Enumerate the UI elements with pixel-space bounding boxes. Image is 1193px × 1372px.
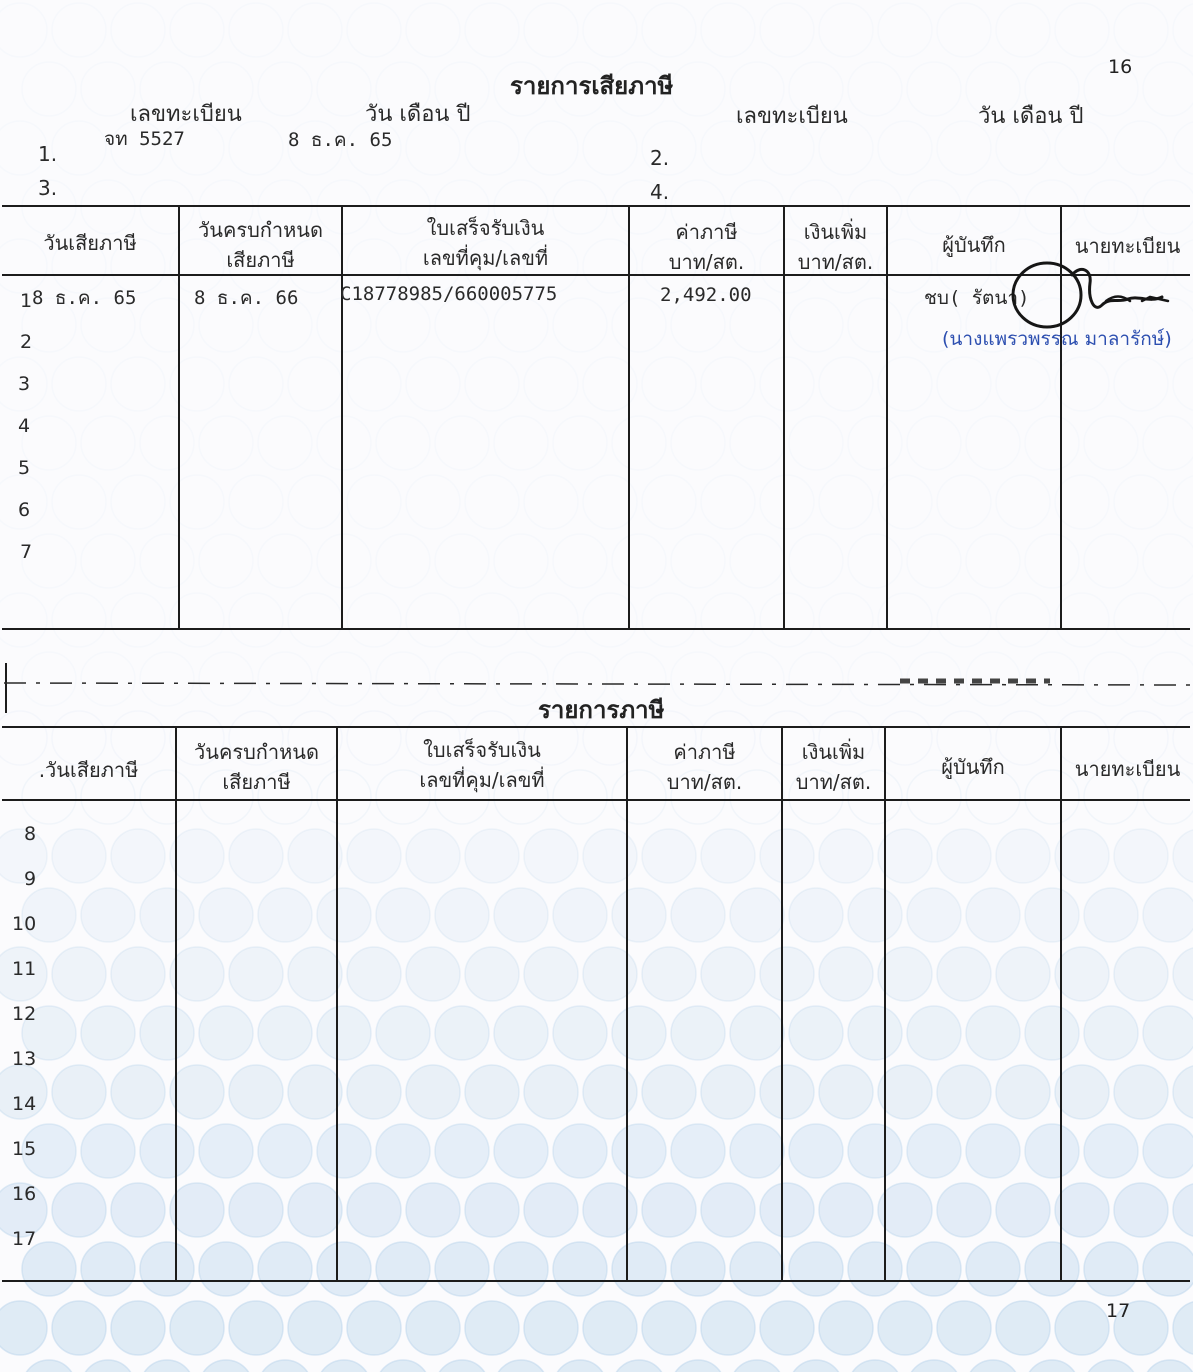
row1-due-date: 8 ธ.ค. 66	[194, 287, 299, 309]
registration-date-value: 8 ธ.ค. 65	[288, 129, 393, 151]
row-number: 3	[18, 373, 31, 395]
row-number: 9	[24, 868, 37, 890]
row1-pay-date: 8 ธ.ค. 65	[32, 287, 137, 309]
registration-number-value: จท 5527	[104, 128, 185, 150]
row-number: 13	[12, 1048, 37, 1070]
t2-header-receipt: ใบเสร็จรับเงิน เลขที่คุม/เลขที่	[419, 738, 545, 792]
page-number-top: 16	[1108, 56, 1133, 78]
row-number: 16	[12, 1183, 37, 1205]
reg-number-label-2: เลขทะเบียน	[736, 104, 848, 129]
row-number: 11	[12, 958, 37, 980]
t2-header-registrar: นายทะเบียน	[1074, 757, 1181, 781]
slot-2-label: 2.	[650, 146, 670, 170]
row-number: 7	[20, 541, 33, 563]
section1-title: รายการเสียภาษี	[510, 72, 674, 100]
t2-header-extra: เงินเพิ่ม บาท/สต.	[795, 740, 872, 794]
t2-header-recorder: ผู้บันทึก	[941, 755, 1005, 779]
row1-recorder: ชบ( รัตนา)	[924, 287, 1030, 309]
slot-4-label: 4.	[650, 180, 670, 204]
date-label-1: วัน เดือน ปี	[365, 102, 471, 127]
row-number: 2	[20, 331, 33, 353]
t1-header-due-date: วันครบกำหนด เสียภาษี	[198, 218, 323, 272]
t1-header-receipt: ใบเสร็จรับเงิน เลขที่คุม/เลขที่	[422, 216, 549, 270]
row1-tax-amount: 2,492.00	[660, 284, 752, 306]
t2-header-pay-date: .วันเสียภาษี	[38, 758, 139, 782]
t2-header-due-date: วันครบกำหนด เสียภาษี	[194, 740, 319, 794]
slot-3-label: 3.	[38, 176, 58, 200]
row1-receipt-number: C18778985/660005775	[340, 283, 558, 305]
slot-1-label: 1.	[38, 142, 58, 166]
t1-header-registrar: นายทะเบียน	[1074, 234, 1181, 258]
row-number: 8	[24, 823, 37, 845]
row-number: 14	[12, 1093, 37, 1115]
row-number: 4	[18, 415, 31, 437]
date-label-2: วัน เดือน ปี	[978, 104, 1084, 129]
t2-header-tax: ค่าภาษี บาท/สต.	[666, 740, 743, 794]
row-number: 6	[18, 499, 31, 521]
page-number-bottom: 17	[1106, 1300, 1131, 1322]
t1-header-extra: เงินเพิ่ม บาท/สต.	[797, 220, 874, 274]
row-number: 1	[20, 290, 33, 312]
t1-header-recorder: ผู้บันทึก	[942, 233, 1006, 257]
t1-header-pay-date: วันเสียภาษี	[43, 231, 137, 255]
row-number: 10	[12, 913, 37, 935]
row-number: 17	[12, 1228, 37, 1250]
row-number: 5	[18, 457, 31, 479]
registrar-name-stamp: (นางแพรวพรรณ มาลารักษ์)	[942, 328, 1172, 350]
row-number: 12	[12, 1003, 37, 1025]
reg-number-label-1: เลขทะเบียน	[130, 102, 242, 127]
t1-header-tax: ค่าภาษี บาท/สต.	[668, 220, 745, 274]
row-number: 15	[12, 1138, 37, 1160]
section2-title: รายการภาษี	[538, 696, 665, 724]
